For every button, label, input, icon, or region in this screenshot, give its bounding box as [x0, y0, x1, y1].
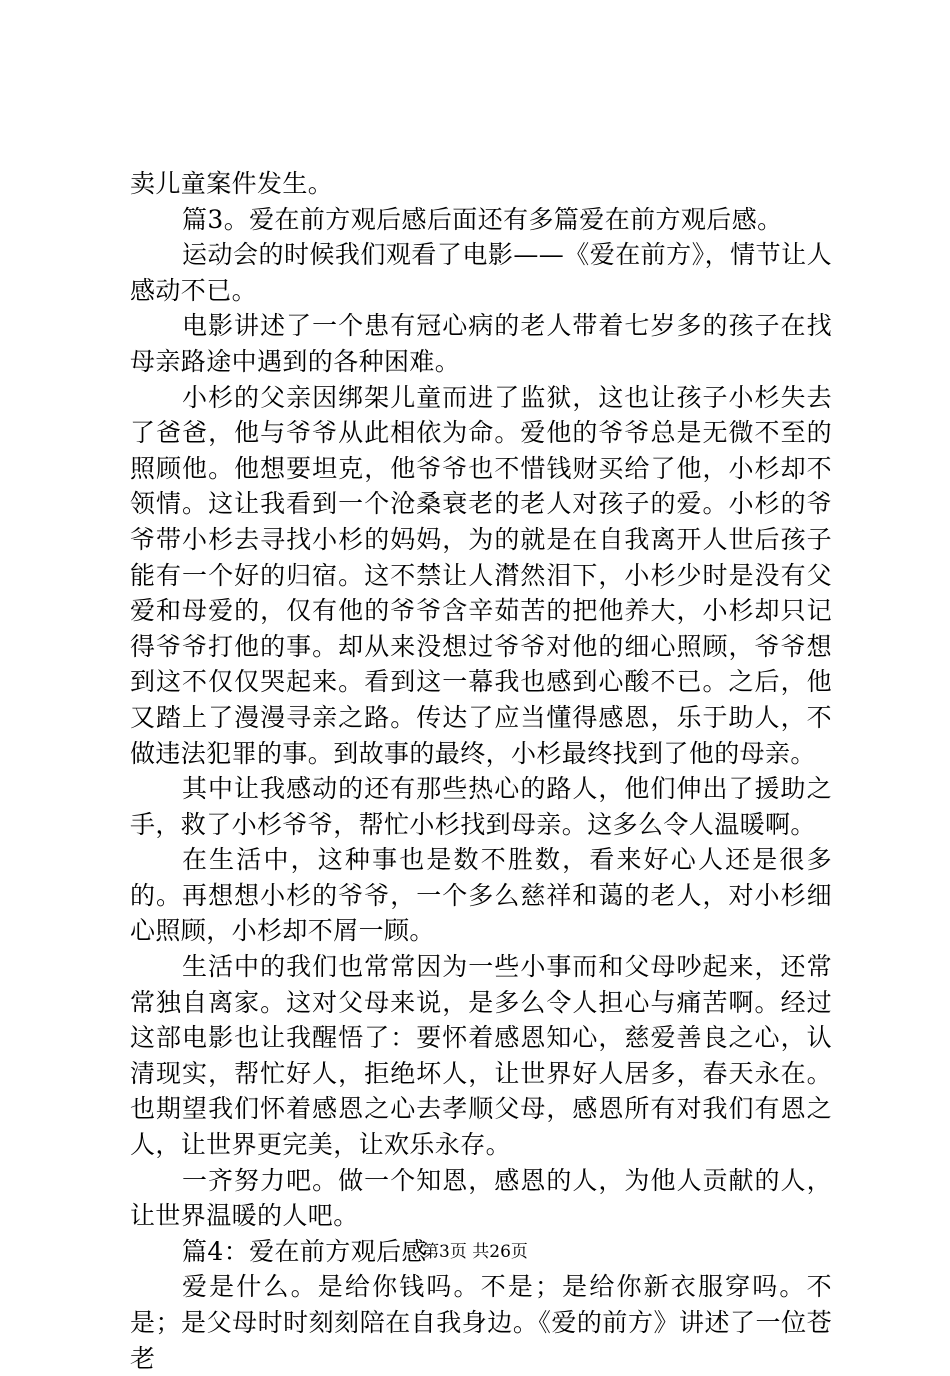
- paragraph-4: 电影讲述了一个患有冠心病的老人带着七岁多的孩子在找母亲路途中遇到的各种困难。: [130, 311, 832, 376]
- section-heading: 篇4：爱在前方观后感: [182, 1236, 427, 1266]
- paragraph-3: 运动会的时候我们观看了电影——《爱在前方》，情节让人感动不已。: [130, 240, 832, 305]
- document-body: [130, 166, 832, 1376]
- paragraph-9: 一齐努力吧。做一个知恩，感恩的人，为他人贡献的人，让世界温暖的人吧。: [130, 1165, 832, 1231]
- page-number: 第3页 共26页: [422, 1242, 528, 1262]
- paragraph-1: 卖儿童案件发生。: [130, 169, 334, 198]
- paragraph-2: 篇3。爱在前方观后感后面还有多篇爱在前方观后感。: [182, 204, 783, 234]
- paragraph-8: 生活中的我们也常常因为一些小事而和父母吵起来，还常常独自离家。这对父母来说，是多么令人担心与痛苦啊。经过这部电影也让我醒悟了：要怀着感恩知心，慈爱善良之心，认清现实，帮忙好人，拒绝坏人，让世界好人居多，春天永在。也期望我们怀着感恩之心去孝顺父母，感恩所有对我们有恩之人，让世界更完美，让欢乐永存。: [130, 952, 832, 1160]
- paragraph-7: 在生活中，这种事也是数不胜数，看来好心人还是很多的。再想想小杉的爷爷，一个多么慈祥和蔼的老人，对小杉细心照顾，小杉却不屑一顾。: [130, 845, 832, 946]
- paragraph-5: 小杉的父亲因绑架儿童而进了监狱，这也让孩子小杉失去了爸爸，他与爷爷从此相依为命。爱他的爷爷总是无微不至的照顾他。他想要坦克，他爷爷也不惜钱财买给了他，小杉却不领情。这让我看到一个沧桑衰老的老人对孩子的爱。小杉的爷爷带小杉去寻找小杉的妈妈，为的就是在自我离开人世后孩子能有一个好的归宿。这不禁让人潸然泪下，小杉少时是没有父爱和母爱的，仅有他的爷爷含辛茹苦的把他养大，小杉却只记得爷爷打他的事。却从来没想过爷爷对他的细心照顾，爷爷想到这不仅仅哭起来。看到这一幕我也感到心酸不已。之后，他又踏上了漫漫寻亲之路。传达了应当懂得感恩，乐于助人，不做违法犯罪的事。到故事的最终，小杉最终找到了他的母亲。: [130, 382, 832, 768]
- paragraph-6: 其中让我感动的还有那些热心的路人，他们伸出了援助之手，救了小杉爷爷，帮忙小杉找到母亲。这多么令人温暖啊。: [130, 774, 832, 839]
- paragraph-11: 爱是什么。是给你钱吗。不是；是给你新衣服穿吗。不是；是父母时时刻刻陪在自我身边。《爱的前方》讲述了一位苍老: [130, 1272, 832, 1373]
- page-footer: [0, 1240, 950, 1264]
